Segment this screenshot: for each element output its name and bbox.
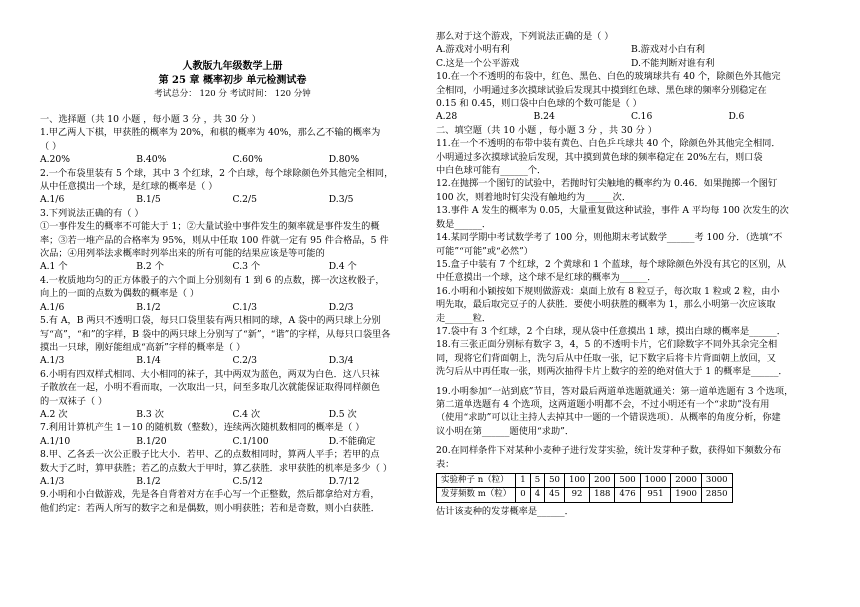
question-line: 0.15 和 0.45，则口袋中白色球的个数可能是（ ）	[436, 98, 642, 110]
answer-option: A.1 个	[40, 261, 68, 273]
question-line: 4.一枚质地均匀的正方体骰子的六个面上分别刻有 1 到 6 的点数，掷一次这枚骰子，	[40, 274, 385, 286]
question-line: 17.袋中有 3 个红球，2 个白球，现从袋中任意摸出 1 球，摸出白球的概率是______．	[436, 325, 786, 337]
left-column	[40, 0, 425, 515]
question-line: 9.小明和小白做游戏，先是各自背着对方在手心写一个正整数，然后都拿给对方看，	[40, 489, 380, 501]
answer-option: C.16	[631, 111, 653, 123]
question-line: 率；③若一堆产品的合格率为 95%，则从中任取 100 件就一定有 95 件合格品，5 件	[40, 234, 389, 246]
answer-option: D.2/3	[328, 301, 354, 313]
germination-table	[436, 473, 733, 503]
table-cell: 实验种子 n（粒）	[437, 474, 516, 488]
question-line: 次品；④用列举法求概率时列举出来的所有可能的结果应该是等可能的	[40, 248, 325, 260]
answer-option: B.游戏对小白有利	[631, 44, 705, 56]
answer-option: D.5 次	[328, 408, 357, 420]
question-line: 议小明在第______题使用“求助”．	[436, 425, 575, 437]
answer-option: D.3/5	[328, 194, 354, 206]
answer-option: A.2 次	[40, 408, 68, 420]
answer-option: C.4 次	[232, 408, 261, 420]
question-line: 5.有 A，B 两只不透明口袋，每只口袋里装有两只相同的球，A 袋中的两只球上分别	[40, 315, 381, 327]
answer-option: C.2/5	[232, 194, 257, 206]
table-cell: 5	[530, 474, 544, 488]
question-line: 数大于乙时，算甲获胜；若乙的点数大于甲时，算乙获胜．求甲获胜的机率是多少（ ）	[40, 462, 393, 474]
question-line: 中任意摸出一个球，这个球不是红球的概率为______．	[436, 272, 657, 284]
answer-option: A.1/3	[40, 475, 65, 487]
question-line: 同，现将它们背面朝上，洗匀后从中任取一张，记下数字后将卡片背面朝上放回，又	[436, 352, 776, 364]
table-cell: 951	[640, 488, 671, 502]
right-column	[436, 0, 826, 518]
question-line: 明先取，最后取完豆子的人获胜．要使小明获胜的概率为 1，那么小明第一次应该取	[436, 299, 776, 311]
answer-option: C.60%	[232, 154, 263, 166]
question-line: 走______粒．	[436, 312, 492, 324]
question-line: 估计该麦种的发芽概率是______．	[436, 505, 574, 517]
answer-option: A.游戏对小明有利	[436, 44, 510, 56]
option-row	[40, 408, 425, 421]
question-line: 的一双袜子（ ）	[40, 395, 108, 407]
question-line: 二、填空题（共 10 小题 ，每小题 3 分 ，共 30 分 ）	[436, 124, 657, 136]
option-row	[436, 110, 826, 123]
table-cell: 92	[564, 488, 589, 502]
table-cell: 1000	[640, 474, 671, 488]
table-cell: 2850	[701, 488, 732, 502]
answer-option: B.1/2	[136, 301, 161, 313]
question-line: （使用“求助”可以让主持人去掉其中一题的一个错误选项）．从概率的角度分析，你建	[436, 412, 781, 424]
question-line: 20.在同样条件下对某种小麦种子进行发芽实验，统计发芽种子数，获得如下频数分布	[436, 445, 782, 457]
question-line: 10.在一个不透明的布袋中，红色、黑色、白色的玻璃球共有 40 个，除颜色外其他完	[436, 71, 781, 83]
question-line: 14.某同学期中考试数学考了 100 分，则他期末考试数学______考 100 分．（选填“不	[436, 232, 783, 244]
table-cell: 50	[545, 474, 565, 488]
question-line: 3.下列说法正确的有（ ）	[40, 207, 144, 219]
table-cell: 45	[545, 488, 565, 502]
answer-option: B.1/5	[136, 194, 161, 206]
option-row	[40, 354, 425, 367]
question-line: 小明通过多次摸球试验后发现，其中摸到黄色球的频率稳定在 20%左右，则口袋	[436, 151, 763, 163]
question-line: 那么对于这个游戏，下列说法正确的是（ ）	[436, 31, 614, 42]
answer-option: D.80%	[328, 154, 360, 166]
question-line: 全相同，小明通过多次摸球试验后发现其中摸到红色球、黑色球的频率分别稳定在	[436, 84, 767, 96]
question-line: 子散放在一起，小明不看而取，一次取出一只，问至多取几次就能保证取得同样颜色	[40, 382, 380, 394]
question-line: 7.利用计算机产生 1－10 的随机数（整数），连续两次随机数相同的概率是（ ）	[40, 422, 365, 434]
exam-meta: 考试总分： 120 分 考试时间： 120 分钟	[154, 89, 311, 99]
question-line: 8.甲、乙各丢一次公正骰子比大小．若甲、乙的点数相同时，算两人平手；若甲的点	[40, 449, 380, 461]
question-line: 向上的一面的点数为偶数的概率是（ ）	[40, 288, 200, 300]
question-line: 可能”“可能”或“必然”）	[436, 245, 533, 257]
table-row	[437, 474, 733, 488]
answer-option: A.1/10	[40, 435, 71, 447]
table-cell: 188	[590, 488, 615, 502]
question-line: 表：	[436, 458, 455, 470]
question-line: 1.甲乙两人下棋，甲获胜的概率为 20%，和棋的概率为 40%，那么乙不输的概率为	[40, 127, 381, 139]
table-cell: 3000	[701, 474, 732, 488]
option-row	[40, 260, 425, 273]
table-cell: 200	[590, 474, 615, 488]
table-cell: 1900	[671, 488, 702, 502]
table-row	[437, 488, 733, 502]
answer-option: A.20%	[40, 154, 70, 166]
answer-option: B.1/2	[136, 475, 161, 487]
option-row	[436, 57, 826, 70]
table-cell: 4	[530, 488, 544, 502]
answer-option: B.3 次	[136, 408, 164, 420]
answer-option: D.不能确定	[328, 435, 376, 447]
answer-option: C.这是一个公平游戏	[436, 57, 520, 69]
answer-option: B.1/20	[136, 435, 167, 447]
table-cell: 2000	[671, 474, 702, 488]
answer-option: D.6	[728, 111, 745, 123]
question-line: 16.小明和小颖按如下规则做游戏：桌面上放有 8 粒豆子，每次取 1 粒或 2 粒，由小	[436, 285, 780, 297]
table-cell: 100	[564, 474, 589, 488]
table-cell: 发芽频数 m（粒）	[437, 488, 516, 502]
question-line: 11.在一个不透明的布带中装有黄色、白色乒乓球共 40 个，除颜色外其他完全相同．	[436, 138, 781, 150]
table-cell: 476	[615, 488, 640, 502]
answer-option: C.1/100	[232, 435, 269, 447]
question-line: 100 次，则着地时钉尖没有触地约为______次．	[436, 191, 632, 203]
answer-option: D.4 个	[328, 261, 357, 273]
answer-option: A.28	[436, 111, 458, 123]
question-line: 一、选择题（共 10 小题 ，每小题 3 分 ，共 30 分 ）	[40, 114, 261, 125]
table-cell: 0	[516, 488, 530, 502]
exam-chapter-title: 第 25 章 概率初步 单元检测试卷	[158, 75, 307, 86]
question-line: 洗匀后从中再任取一张，则两次抽得卡片上数字的差的绝对值大于 1 的概率是______．	[436, 366, 788, 378]
question-line: 12.在抛掷一个图钉的试验中，若抛时钉尖触地的概率约为 0.46．如果抛掷一个图钉	[436, 178, 778, 190]
question-line: 数是______．	[436, 218, 492, 230]
option-row	[40, 193, 425, 206]
answer-option: C.5/12	[232, 475, 263, 487]
answer-option: C.3 个	[232, 261, 261, 273]
answer-option: B.24	[533, 111, 555, 123]
question-line: 2.一个布袋里装有 5 个球，其中 3 个红球，2 个白球，每个球除颜色外其他完全相同，	[40, 167, 394, 179]
question-line: 6.小明有四双样式相同、大小相同的袜子，其中两双为蓝色，两双为白色．这八只袜	[40, 368, 380, 380]
answer-option: D.不能判断对谁有利	[631, 57, 715, 69]
table-cell: 1	[516, 474, 530, 488]
answer-option: D.7/12	[328, 475, 360, 487]
question-line: 从中任意摸出一个球，是红球的概率是（ ）	[40, 181, 218, 193]
question-line: 写“高”，“和”的字样，B 袋中的两只球上分别写了“新”，“谐”的字样，从每只口袋里各	[40, 328, 391, 340]
question-line: ①一事件发生的概率不可能大于 1；②大量试验中事件发生的频率就是事件发生的概	[40, 221, 380, 233]
question-line: （ ）	[40, 140, 62, 152]
question-line: 15.盒子中装有 7 个红球，2 个黄球和 1 个蓝球，每个球除颜色外没有其它的区别，从	[436, 258, 786, 270]
option-row	[40, 301, 425, 314]
answer-option: C.2/3	[232, 355, 257, 367]
answer-option: B.1/4	[136, 355, 161, 367]
answer-option: A.1/6	[40, 301, 65, 313]
option-row	[436, 43, 826, 56]
answer-option: D.3/4	[328, 355, 354, 367]
table-cell: 500	[615, 474, 640, 488]
answer-option: C.1/3	[232, 301, 257, 313]
answer-option: B.40%	[136, 154, 167, 166]
option-row	[40, 475, 425, 488]
question-line: 13.事件 A 发生的概率为 0.05，大量重复做这种试验，事件 A 平均每 100 次发生的次	[436, 205, 789, 217]
question-line: 摸出一只球，刚好能组成“高新”字样的概率是（ ）	[40, 341, 246, 353]
option-row	[40, 435, 425, 448]
question-line: 他们约定：若两人所写的数字之和是偶数，则小明获胜；若和是奇数，则小白获胜．	[40, 502, 380, 514]
exam-title: 人教版九年级数学上册	[182, 61, 283, 72]
answer-option: B.2 个	[136, 261, 164, 273]
question-line: 18.有三张正面分别标有数字 3，4，5 的不透明卡片，它们除数字不同外其余完全相	[436, 339, 778, 351]
question-line: 第二道单选题有 4 个选项，这两道题小明都不会，不过小明还有一个“求助”没有用	[436, 398, 770, 410]
option-row	[40, 153, 425, 166]
question-line: 中白色球可能有______个．	[436, 165, 547, 177]
answer-option: A.1/6	[40, 194, 65, 206]
answer-option: A.1/3	[40, 355, 65, 367]
question-line: 19.小明参加“一站到底”节目，答对最后两道单选题就通关：第一道单选题有 3 个选项，	[436, 385, 794, 397]
